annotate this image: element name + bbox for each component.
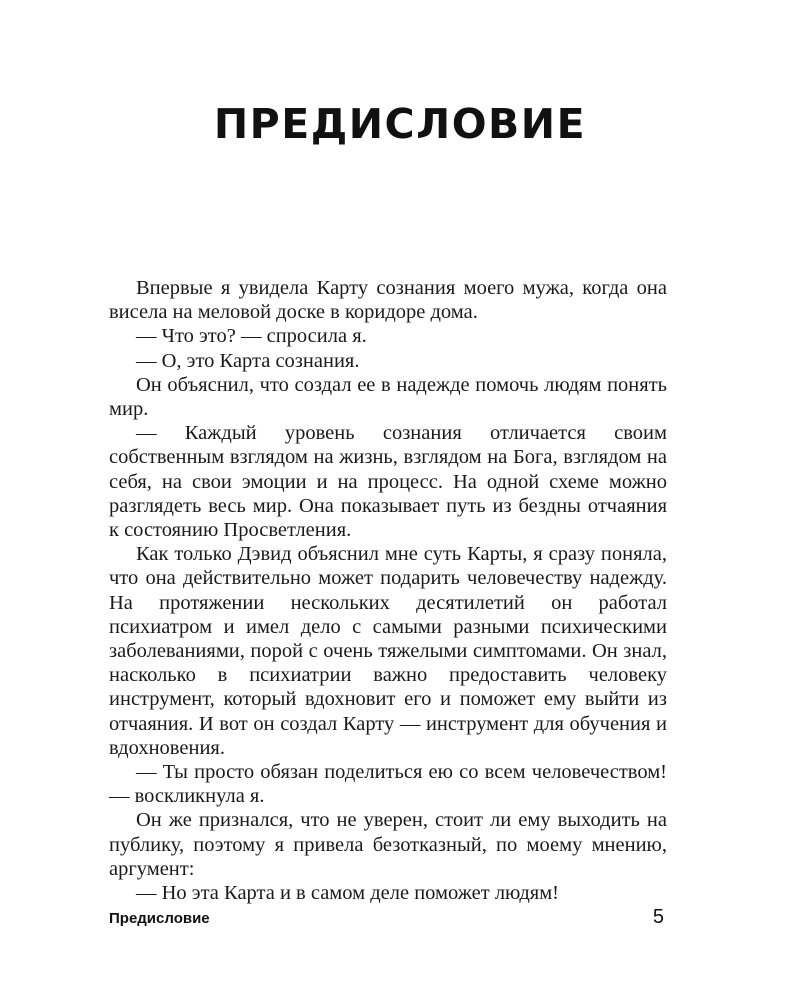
body-text: [109, 276, 667, 905]
paragraph: Он объяснил, что создал ее в надежде помочь людям понять мир.: [109, 373, 667, 421]
paragraph: Впервые я увидела Карту сознания моего мужа, когда она висела на меловой доске в коридоре дома.: [109, 277, 667, 324]
dialogue-line: — О, это Карта сознания.: [136, 349, 360, 372]
page-number: 5: [652, 906, 664, 928]
dialogue-line: — Ты просто обязан поделиться ею со всем человечеством! — воскликнула я.: [109, 761, 667, 808]
dialogue-line: — Каждый уровень сознания отличается своим собственным взглядом на жизнь, взглядом на Бога, взглядом на себя, на свои эмоции и на процесс. На одной схеме можно разглядеть весь мир. Она показывает путь из бездны отчаяния к состоянию Просветления.: [109, 422, 667, 542]
running-footer-title: Предисловие: [109, 910, 210, 927]
chapter-title: ПРЕДИСЛОВИЕ: [213, 100, 587, 148]
dialogue-line: — Что это? — спросила я.: [136, 325, 367, 348]
paragraph: Как только Дэвид объяснил мне суть Карты, я сразу поняла, что она действительно может подарить человечеству надежду. На протяжении нескольких десятилетий он работал психиатром и имел дело с самыми разными психическими заболеваниями, порой с очень тяжелыми симптомами. Он знал, насколько в психиатрии важно предоставить человеку инструмент, который вдохновит его и поможет ему выйти из отчаяния. И вот он создал Карту — инструмент для обучения и вдохновения.: [109, 543, 667, 759]
paragraph: Он же признался, что не уверен, стоит ли ему выходить на публику, поэтому я привела безотказный, по моему мнению, аргумент:: [109, 809, 667, 880]
dialogue-line: — Но эта Карта и в самом деле поможет людям!: [136, 882, 559, 905]
